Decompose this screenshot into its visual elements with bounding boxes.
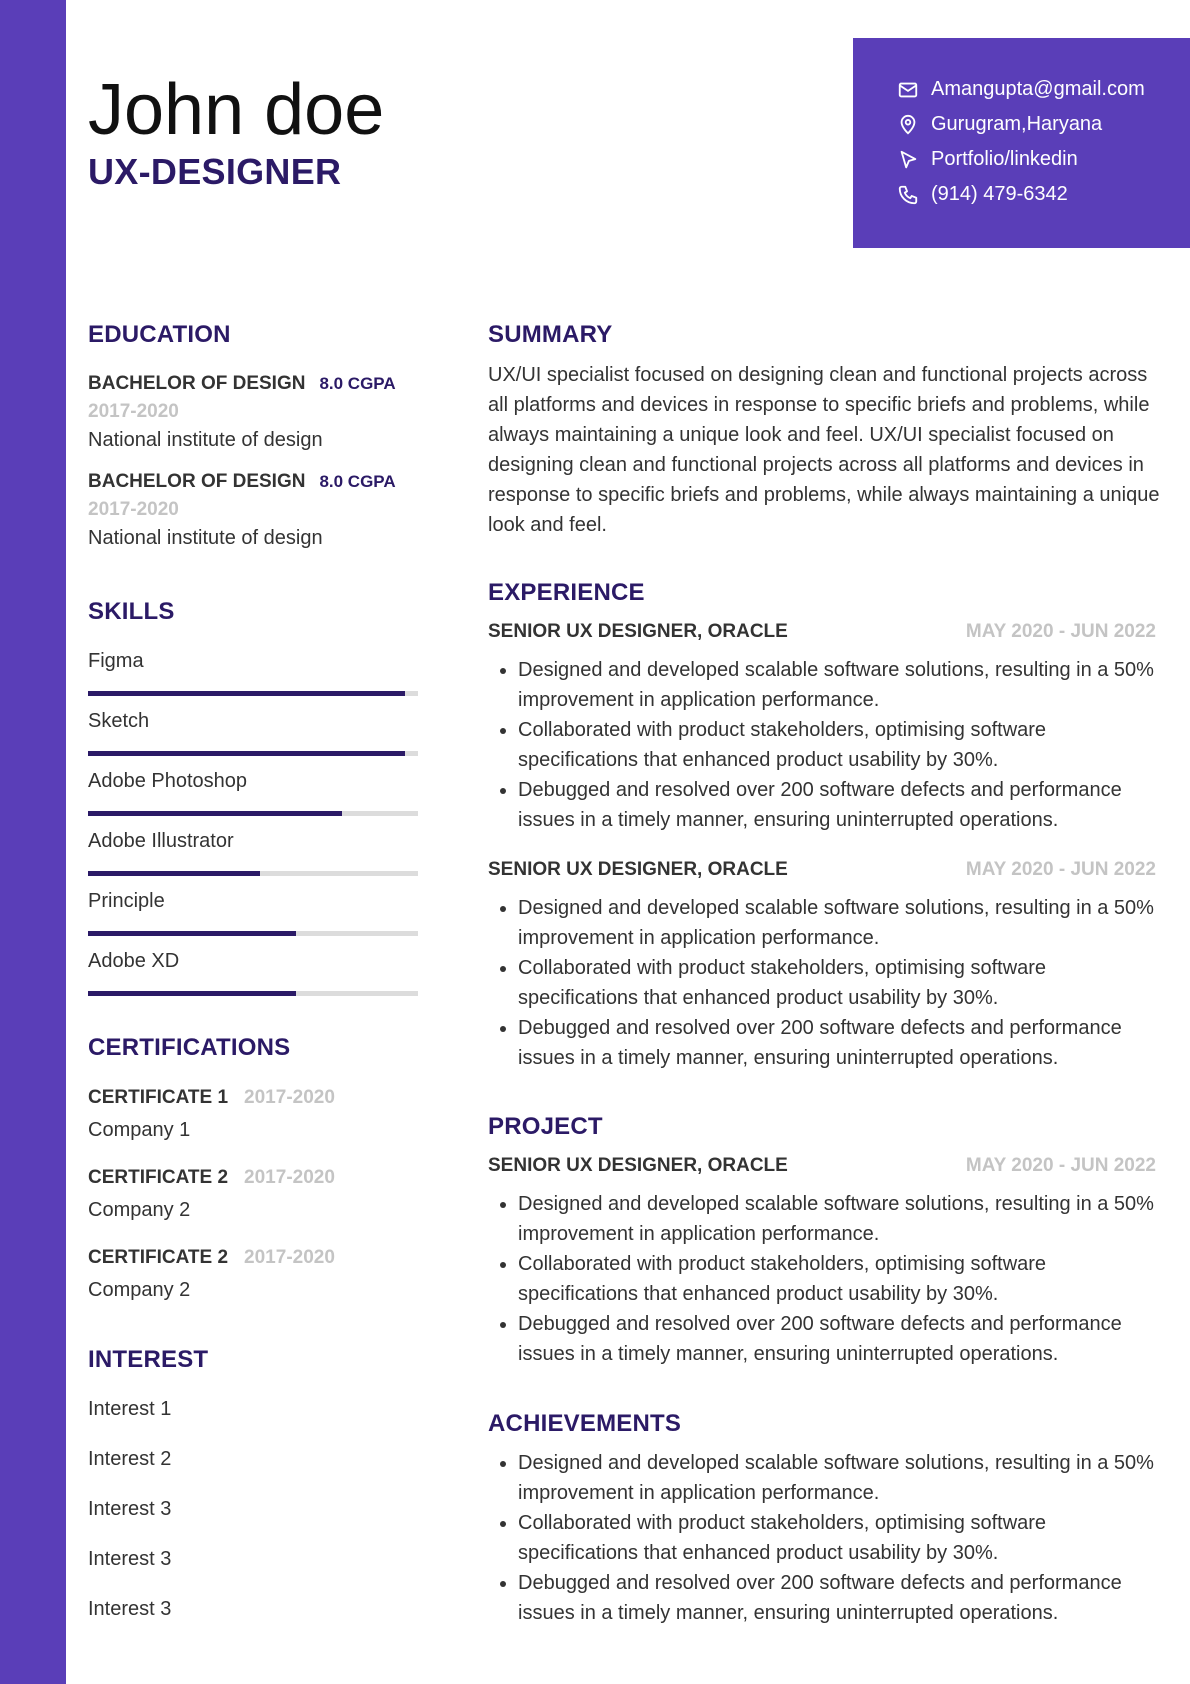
- certification-item: [88, 1087, 428, 1142]
- skill-bar-fill: [88, 691, 405, 696]
- summary-text: UX/UI specialist focused on designing clean and functional projects across all platforms and devices in response to specific briefs and problems, while always maintaining a unique look and feel. UX/UI specialist focused on designing clean and functional projects across all platforms and devices in response to specific briefs and problems, while always maintaining a unique look and feel.: [488, 364, 1160, 536]
- skill-bar-fill: [88, 871, 260, 876]
- job-dates: MAY 2020 - JUN 2022: [965, 621, 1156, 642]
- skills-heading: SKILLS: [88, 598, 175, 625]
- location-pin-icon: [897, 114, 919, 136]
- certification-company: Company 2: [88, 1199, 191, 1221]
- skill-bar: [88, 691, 418, 696]
- skill-bar-fill: [88, 931, 296, 936]
- certification-years: 2017-2020: [244, 1087, 335, 1108]
- achievement-bullet: Debugged and resolved over 200 software defects and performance issues in a timely manner, ensuring uninterrupted operations.: [488, 1568, 1168, 1628]
- interest-item: Interest 2: [88, 1448, 172, 1470]
- job-bullet: Collaborated with product stakeholders, optimising software specifications that enhanced product usability by 30%.: [488, 953, 1168, 1013]
- project-dates: MAY 2020 - JUN 2022: [965, 1155, 1156, 1176]
- project-bullet: Designed and developed scalable software solutions, resulting in a 50% improvement in application performance.: [488, 1189, 1168, 1249]
- contact-phone-row[interactable]: [897, 183, 1068, 206]
- certification-title: CERTIFICATE 2: [88, 1167, 229, 1188]
- job-bullet: Debugged and resolved over 200 software defects and performance issues in a timely manner, ensuring uninterrupted operations.: [488, 1013, 1168, 1073]
- job-header: [488, 859, 1156, 881]
- skill-item: [88, 650, 418, 696]
- education-years: 2017-2020: [88, 499, 179, 520]
- skill-bar-fill: [88, 991, 296, 996]
- education-cgpa: 8.0 CGPA: [319, 374, 396, 393]
- contact-location-row: [897, 113, 1102, 136]
- contact-email: Amangupta@gmail.com: [931, 78, 1145, 100]
- interest-heading: INTEREST: [88, 1346, 209, 1373]
- skill-bar-fill: [88, 751, 405, 756]
- education-heading: EDUCATION: [88, 321, 231, 348]
- certification-years: 2017-2020: [244, 1247, 335, 1268]
- achievements-bullet-list: [488, 1448, 1168, 1628]
- job-title: SENIOR UX DESIGNER, ORACLE: [488, 859, 788, 880]
- certification-title: CERTIFICATE 1: [88, 1087, 229, 1108]
- skill-name: Figma: [88, 650, 144, 672]
- job-bullet: Designed and developed scalable software solutions, resulting in a 50% improvement in application performance.: [488, 893, 1168, 953]
- job-bullet-list: [488, 655, 1168, 835]
- certification-years: 2017-2020: [244, 1167, 335, 1188]
- certification-item: [88, 1247, 428, 1302]
- skill-item: [88, 710, 418, 756]
- project-bullet-list: [488, 1189, 1168, 1369]
- skill-bar-fill: [88, 811, 342, 816]
- project-header: [488, 1155, 1156, 1177]
- job-header: [488, 621, 1156, 643]
- phone-icon: [897, 184, 919, 206]
- skill-name: Sketch: [88, 710, 150, 732]
- skill-item: [88, 950, 418, 996]
- education-degree: BACHELOR OF DESIGN: [88, 471, 306, 492]
- achievement-bullet: Designed and developed scalable software solutions, resulting in a 50% improvement in application performance.: [488, 1448, 1168, 1508]
- job-bullet: Designed and developed scalable software solutions, resulting in a 50% improvement in application performance.: [488, 655, 1168, 715]
- interest-item: Interest 3: [88, 1548, 172, 1570]
- skill-name: Adobe XD: [88, 950, 180, 972]
- job-title: SENIOR UX DESIGNER, ORACLE: [488, 621, 788, 642]
- contact-portfolio-row[interactable]: [897, 148, 1078, 171]
- mail-icon: [897, 79, 919, 101]
- project-heading: PROJECT: [488, 1113, 603, 1140]
- cursor-icon: [897, 149, 919, 171]
- summary-heading: SUMMARY: [488, 321, 613, 348]
- skill-item: [88, 890, 418, 936]
- skill-bar: [88, 811, 418, 816]
- education-item: [88, 373, 428, 452]
- certification-company: Company 2: [88, 1279, 191, 1301]
- skill-name: Adobe Photoshop: [88, 770, 248, 792]
- project-title: SENIOR UX DESIGNER, ORACLE: [488, 1155, 788, 1176]
- experience-heading: EXPERIENCE: [488, 579, 645, 606]
- skill-name: Principle: [88, 890, 165, 912]
- certification-item: [88, 1167, 428, 1222]
- skill-name: Adobe Illustrator: [88, 830, 234, 852]
- interest-item: Interest 3: [88, 1598, 172, 1620]
- job-bullet: Debugged and resolved over 200 software defects and performance issues in a timely manner, ensuring uninterrupted operations.: [488, 775, 1168, 835]
- project-bullet: Debugged and resolved over 200 software defects and performance issues in a timely manner, ensuring uninterrupted operations.: [488, 1309, 1168, 1369]
- contact-portfolio: Portfolio/linkedin: [931, 148, 1078, 170]
- education-school: National institute of design: [88, 429, 323, 451]
- left-accent-band: [0, 0, 66, 1684]
- job-dates: MAY 2020 - JUN 2022: [965, 859, 1156, 880]
- certification-title: CERTIFICATE 2: [88, 1247, 229, 1268]
- skill-item: [88, 830, 418, 876]
- education-item: [88, 471, 428, 550]
- certification-company: Company 1: [88, 1119, 191, 1141]
- achievement-bullet: Collaborated with product stakeholders, optimising software specifications that enhanced product usability by 30%.: [488, 1508, 1168, 1568]
- candidate-name: John doe: [88, 70, 385, 150]
- skill-bar: [88, 991, 418, 996]
- skill-bar: [88, 931, 418, 936]
- achievements-heading: ACHIEVEMENTS: [488, 1410, 682, 1437]
- skill-bar: [88, 751, 418, 756]
- education-years: 2017-2020: [88, 401, 179, 422]
- education-cgpa: 8.0 CGPA: [319, 472, 396, 491]
- candidate-role: UX-DESIGNER: [88, 151, 342, 192]
- contact-phone: (914) 479-6342: [931, 183, 1068, 205]
- contact-panel: [853, 38, 1190, 248]
- interest-item: Interest 1: [88, 1398, 172, 1420]
- contact-location: Gurugram,Haryana: [931, 113, 1103, 135]
- education-school: National institute of design: [88, 527, 323, 549]
- skill-item: [88, 770, 418, 816]
- contact-email-row[interactable]: [897, 78, 1145, 101]
- job-bullet-list: [488, 893, 1168, 1073]
- interest-item: Interest 3: [88, 1498, 172, 1520]
- certifications-heading: CERTIFICATIONS: [88, 1034, 291, 1061]
- skill-bar: [88, 871, 418, 876]
- education-degree: BACHELOR OF DESIGN: [88, 373, 306, 394]
- job-bullet: Collaborated with product stakeholders, optimising software specifications that enhanced product usability by 30%.: [488, 715, 1168, 775]
- project-bullet: Collaborated with product stakeholders, optimising software specifications that enhanced product usability by 30%.: [488, 1249, 1168, 1309]
